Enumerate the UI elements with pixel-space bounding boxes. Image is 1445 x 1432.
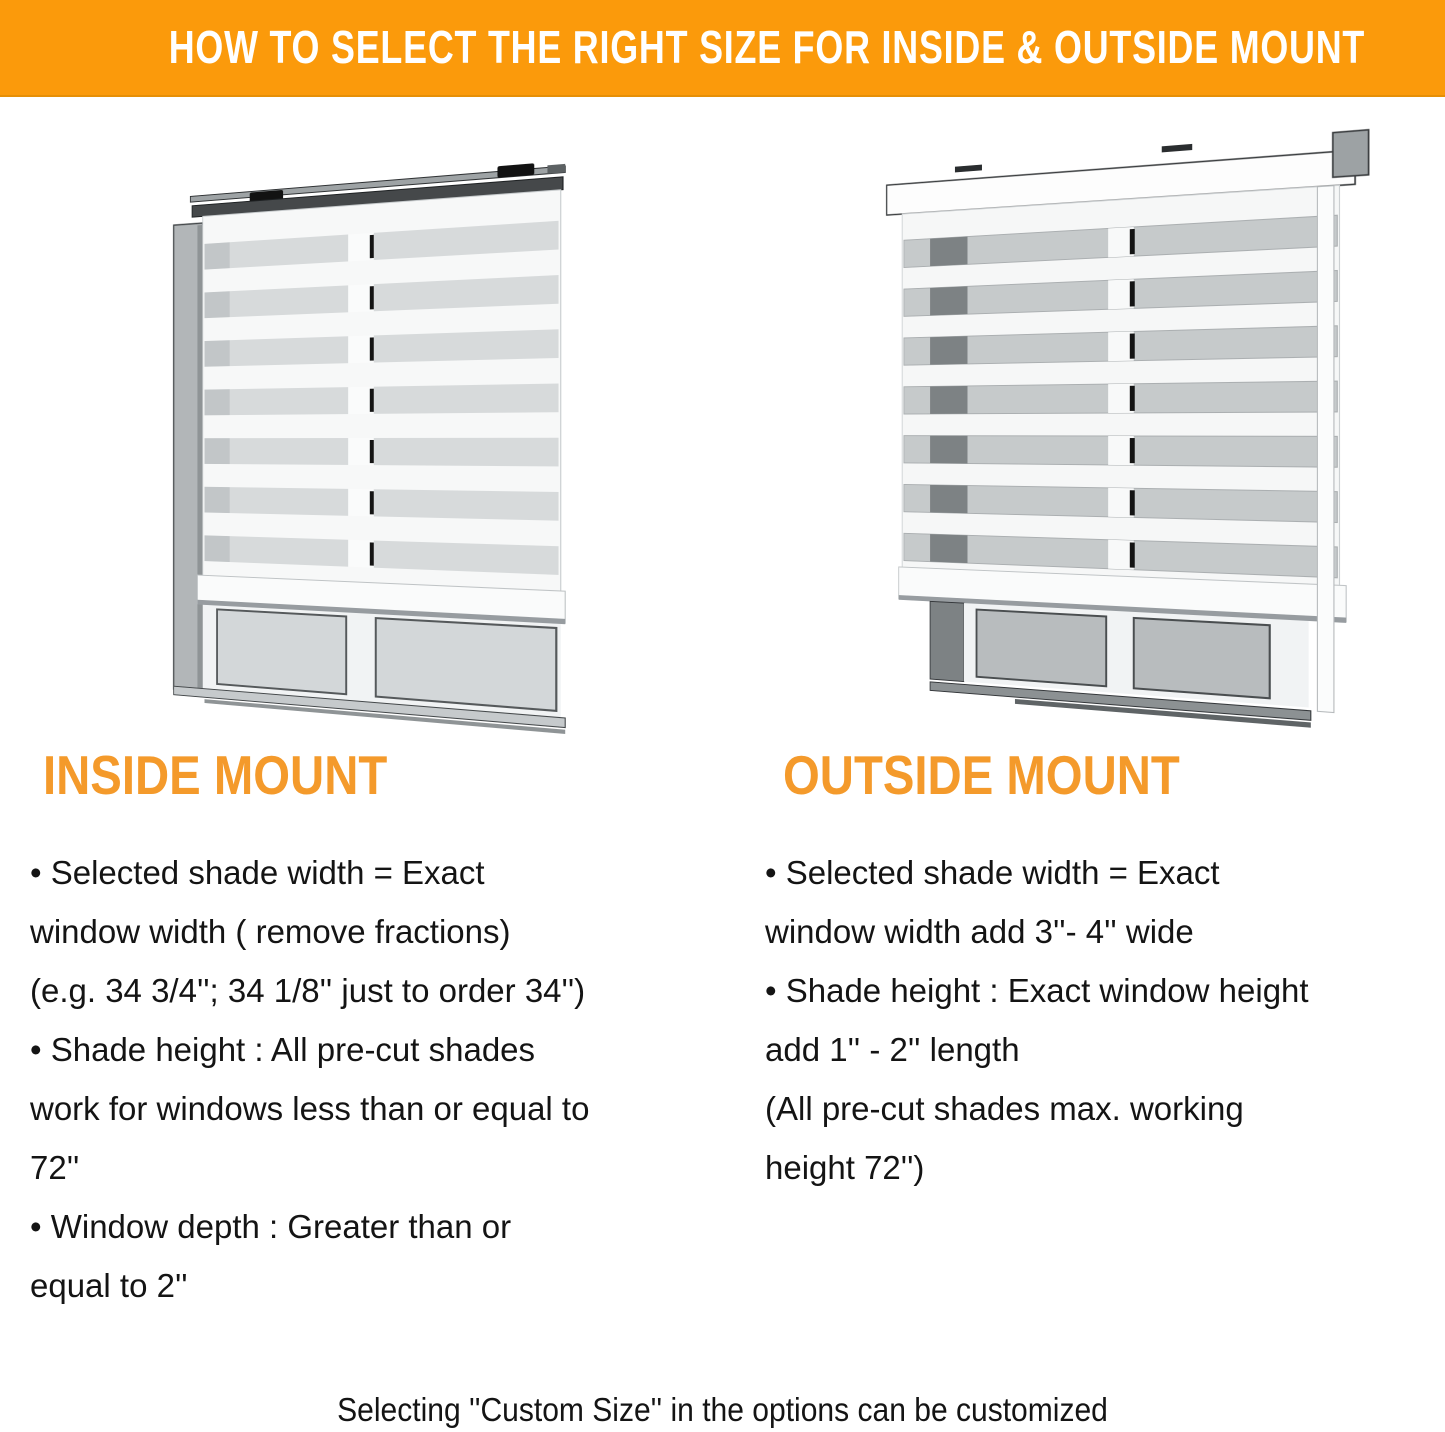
outside-mount-heading: OUTSIDE MOUNT (783, 744, 1180, 806)
inside-mount-heading: INSIDE MOUNT (43, 744, 388, 806)
text-line: • Window depth : Greater than or (30, 1208, 512, 1245)
text-line: height 72'') (765, 1149, 925, 1186)
text-line: (All pre-cut shades max. working (765, 1090, 1244, 1127)
footer-note-text: Selecting ''Custom Size'' in the options can be customized (337, 1391, 1108, 1428)
header-banner-title: HOW TO SELECT THE RIGHT SIZE FOR INSIDE & OUTSIDE MOUNT (168, 21, 1366, 73)
text-line: 72'' (30, 1149, 80, 1186)
text-line: • Selected shade width = Exact (765, 854, 1220, 891)
text-line: • Shade height : Exact window height (765, 972, 1309, 1009)
footer-note (0, 1390, 1445, 1430)
text-line: • Selected shade width = Exact (30, 854, 485, 891)
window-frame (174, 223, 203, 691)
inside-mount-instructions (30, 843, 589, 1315)
screw-slot-icon (1162, 144, 1192, 153)
text-line: equal to 2'' (30, 1267, 188, 1304)
inside-mount-illustration (166, 137, 572, 748)
text-line: • Shade height : All pre-cut shades (30, 1031, 536, 1068)
text-line: work for windows less than or equal to (30, 1090, 590, 1127)
screw-slot-icon (955, 165, 982, 173)
outside-mount-window-figure (882, 118, 1387, 743)
text-line: (e.g. 34 3/4''; 34 1/8'' just to order 34'') (30, 972, 586, 1009)
inside-mount-window-figure (166, 137, 572, 748)
corner-bracket (1333, 130, 1369, 177)
shade-side-channel (1317, 186, 1334, 713)
text-line: window width add 3''- 4'' wide (765, 913, 1194, 950)
outside-mount-illustration (882, 118, 1387, 743)
header-banner (0, 0, 1445, 97)
outside-mount-instructions (765, 843, 1309, 1197)
text-line: window width ( remove fractions) (30, 913, 511, 950)
text-line: add 1'' - 2'' length (765, 1031, 1020, 1068)
